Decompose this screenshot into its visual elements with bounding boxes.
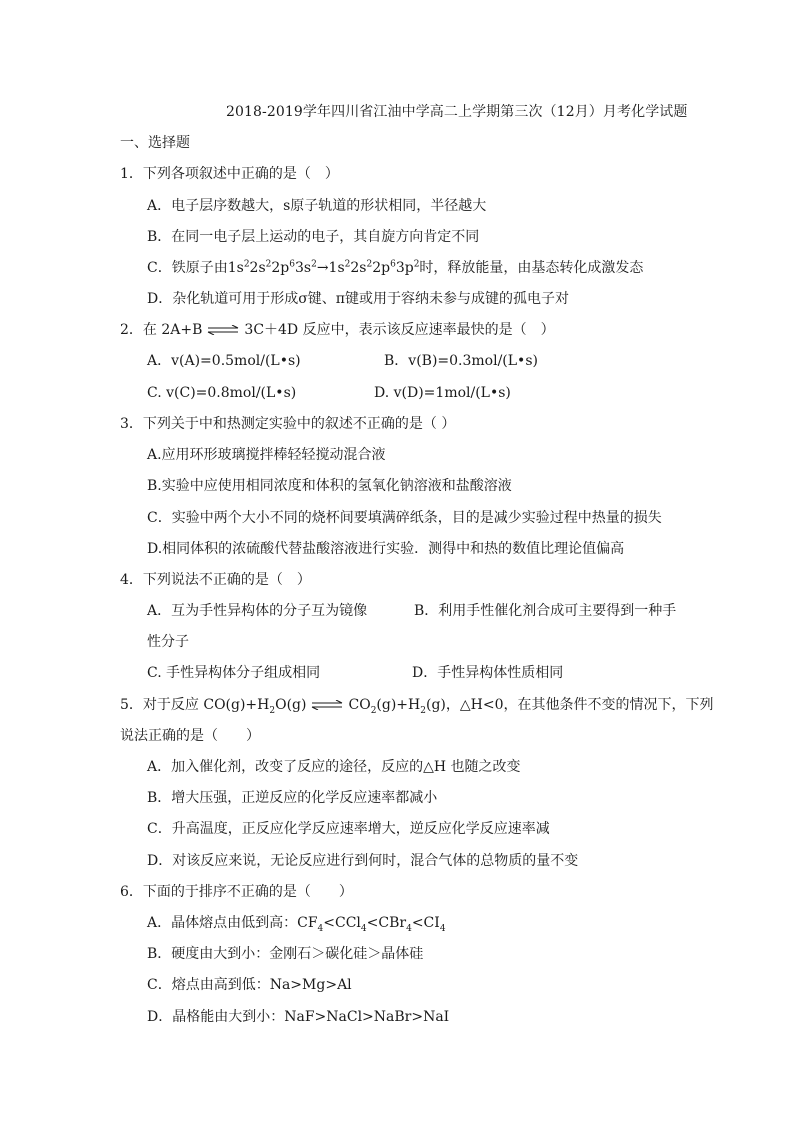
question-6-option-c: C．熔点由高到低：Na>Mg>Al [147, 977, 352, 993]
question-2-option-b: B．v(B)=0.3mol/(L•s) [384, 353, 538, 369]
question-3-option-d: D.相同体积的浓硫酸代替盐酸溶液进行实验．测得中和热的数值比理论值偏高 [147, 541, 625, 557]
question-4-option-b-line1: B．利用手性催化剂合成可主要得到一种手 [414, 603, 677, 619]
question-1-stem: 1．下列各项叙述中正确的是（ ） [120, 166, 339, 182]
question-6-stem: 6．下面的于排序不正确的是（ ） [120, 884, 353, 900]
question-5-stem: 5．对于反应 $CO(g)+H_2O(g)$ $CO_2(g)+H_2(g)$，△H<0，在其他条件不变的情况下，下列 [120, 697, 714, 716]
question-4-option-c: C. 手性异构体分子组成相同 [147, 665, 321, 681]
section-heading: 一、选择题 [120, 135, 190, 151]
question-6-option-d: D．晶格能由大到小：NaF>NaCl>NaBr>NaI [147, 1009, 450, 1025]
question-3-stem: 3．下列关于中和热测定实验中的叙述不正确的是（ ） [120, 416, 456, 432]
question-4-option-d: D．手性异构体性质相同 [412, 665, 564, 681]
equilibrium-arrow-icon [206, 325, 240, 335]
question-6-option-a: A．晶体熔点由低到高：$CF_4<CCl_4<CBr_4<CI_4$ [147, 915, 446, 934]
question-2-option-c: C. v(C)=0.8mol/(L•s) [147, 385, 297, 401]
question-6-option-b: B．硬度由大到小：金刚石＞碳化硅＞晶体硅 [147, 946, 424, 962]
question-5-option-d: D．对该反应来说，无论反应进行到何时，混合气体的总物质的量不变 [147, 853, 579, 869]
question-4-stem: 4．下列说法不正确的是（ ） [120, 572, 311, 588]
question-2-option-a: A．v(A)=0.5mol/(L•s) [147, 353, 301, 369]
question-3-option-b: B.实验中应使用相同浓度和体积的氢氧化钠溶液和盐酸溶液 [147, 478, 512, 494]
question-4-option-b-line2: 性分子 [147, 634, 189, 650]
question-5-option-c: C．升高温度，正反应化学反应速率增大，逆反应化学反应速率减 [147, 821, 550, 837]
question-5-option-a: A．加入催化剂，改变了反应的途径，反应的△H 也随之改变 [147, 759, 521, 775]
question-2-option-d: D. v(D)=1mol/(L•s) [374, 385, 511, 401]
equilibrium-arrow-icon [310, 700, 344, 710]
question-3-option-a: A.应用环形玻璃搅拌棒轻轻搅动混合液 [147, 447, 386, 463]
question-1-option-d: D．杂化轨道可用于形成σ键、π键或用于容纳未参与成键的孤电子对 [147, 291, 569, 307]
question-5-stem-line2: 说法正确的是（ ） [120, 728, 260, 744]
question-4-option-a: A．互为手性异构体的分子互为镜像 [147, 603, 368, 619]
page-title: 2018-2019学年四川省江油中学高二上学期第三次（12月）月考化学试题 [226, 104, 688, 120]
question-5-option-b: B．增大压强，正逆反应的化学反应速率都减小 [147, 790, 438, 806]
question-1-option-a: A．电子层序数越大，s原子轨道的形状相同，半径越大 [147, 198, 487, 214]
question-1-option-c: C．铁原子由$1s^22s^22p^63s^2\to 1s^22s^22p^63p^2$时，释放能量，由基态转化成激发态 [147, 259, 644, 276]
question-1-option-b: B．在同一电子层上运动的电子，其自旋方向肯定不同 [147, 229, 480, 245]
question-2-stem: 2．在 2A+B 3C＋4D 反应中，表示该反应速率最快的是（ ） [120, 322, 555, 338]
question-3-option-c: C．实验中两个大小不同的烧杯间要填满碎纸条，目的是减少实验过程中热量的损失 [147, 510, 662, 526]
